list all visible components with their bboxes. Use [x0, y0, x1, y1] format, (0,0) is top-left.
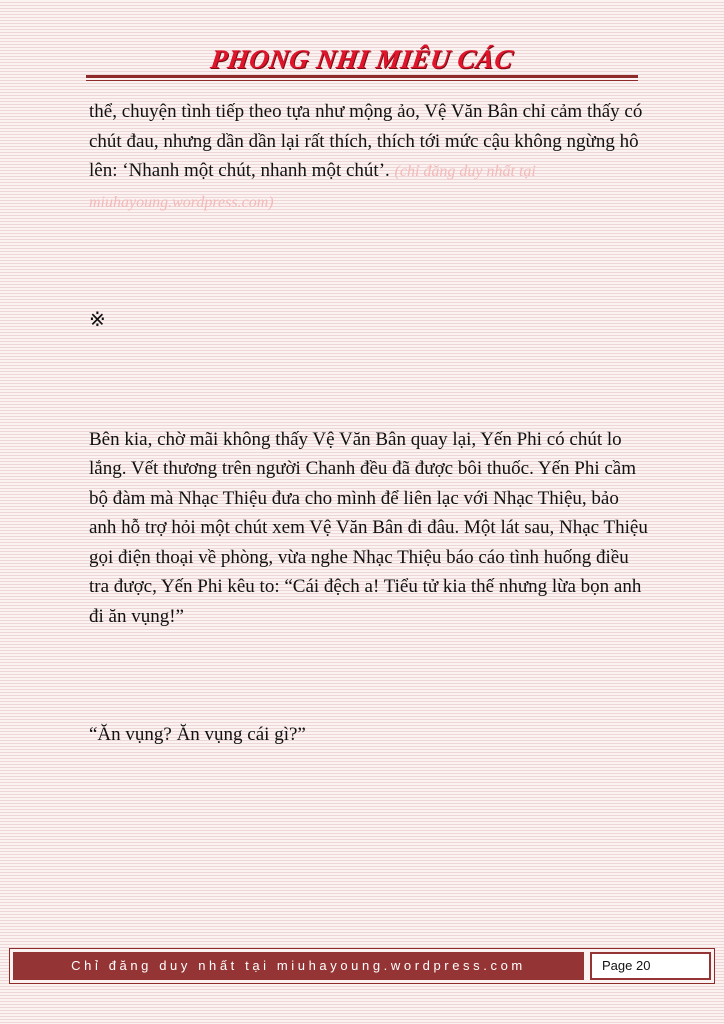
page-number: Page 20: [590, 952, 711, 980]
paragraph-1: [89, 97, 649, 217]
document-title: PHONG NHI MIÊU CÁC: [208, 44, 516, 74]
paragraph-1-text: thể, chuyện tình tiếp theo tựa như mộng ảo, Vệ Văn Bân chỉ cảm thấy có chút đau, nhưng dần dần lại rất thích, thích tới mức cậu không ngừng hô lên: ‘Nhanh một chút, nhanh một chút’.: [89, 101, 643, 181]
header-divider: [86, 75, 638, 81]
footer-site-text: Chỉ đăng duy nhất tại miuhayoung.wordpress.com: [13, 952, 584, 980]
page-footer: [9, 948, 715, 984]
watermark-text: (chỉ đăng duy nhất tại miuhayoung.wordpress.com): [89, 163, 536, 211]
scene-break-symbol: ※: [89, 309, 106, 331]
paragraph-3: “Ăn vụng? Ăn vụng cái gì?”: [89, 724, 306, 745]
document-body: [89, 97, 649, 750]
paragraph-2: Bên kia, chờ mãi không thấy Vệ Văn Bân quay lại, Yến Phi có chút lo lắng. Vết thương trên người Chanh đều đã được bôi thuốc. Yến Phi cầm bộ đàm mà Nhạc Thiệu đưa cho mình để liên lạc với Nhạc Thiệu, bảo anh hỗ trợ hỏi một chút xem Vệ Văn Bân đi đâu. Một lát sau, Nhạc Thiệu gọi điện thoại về phòng, vừa nghe Nhạc Thiệu báo cáo tình huống điều tra được, Yến Phi kêu to: “Cái đệch a! Tiểu tử kia thế nhưng lừa bọn anh đi ăn vụng!”: [89, 428, 648, 627]
